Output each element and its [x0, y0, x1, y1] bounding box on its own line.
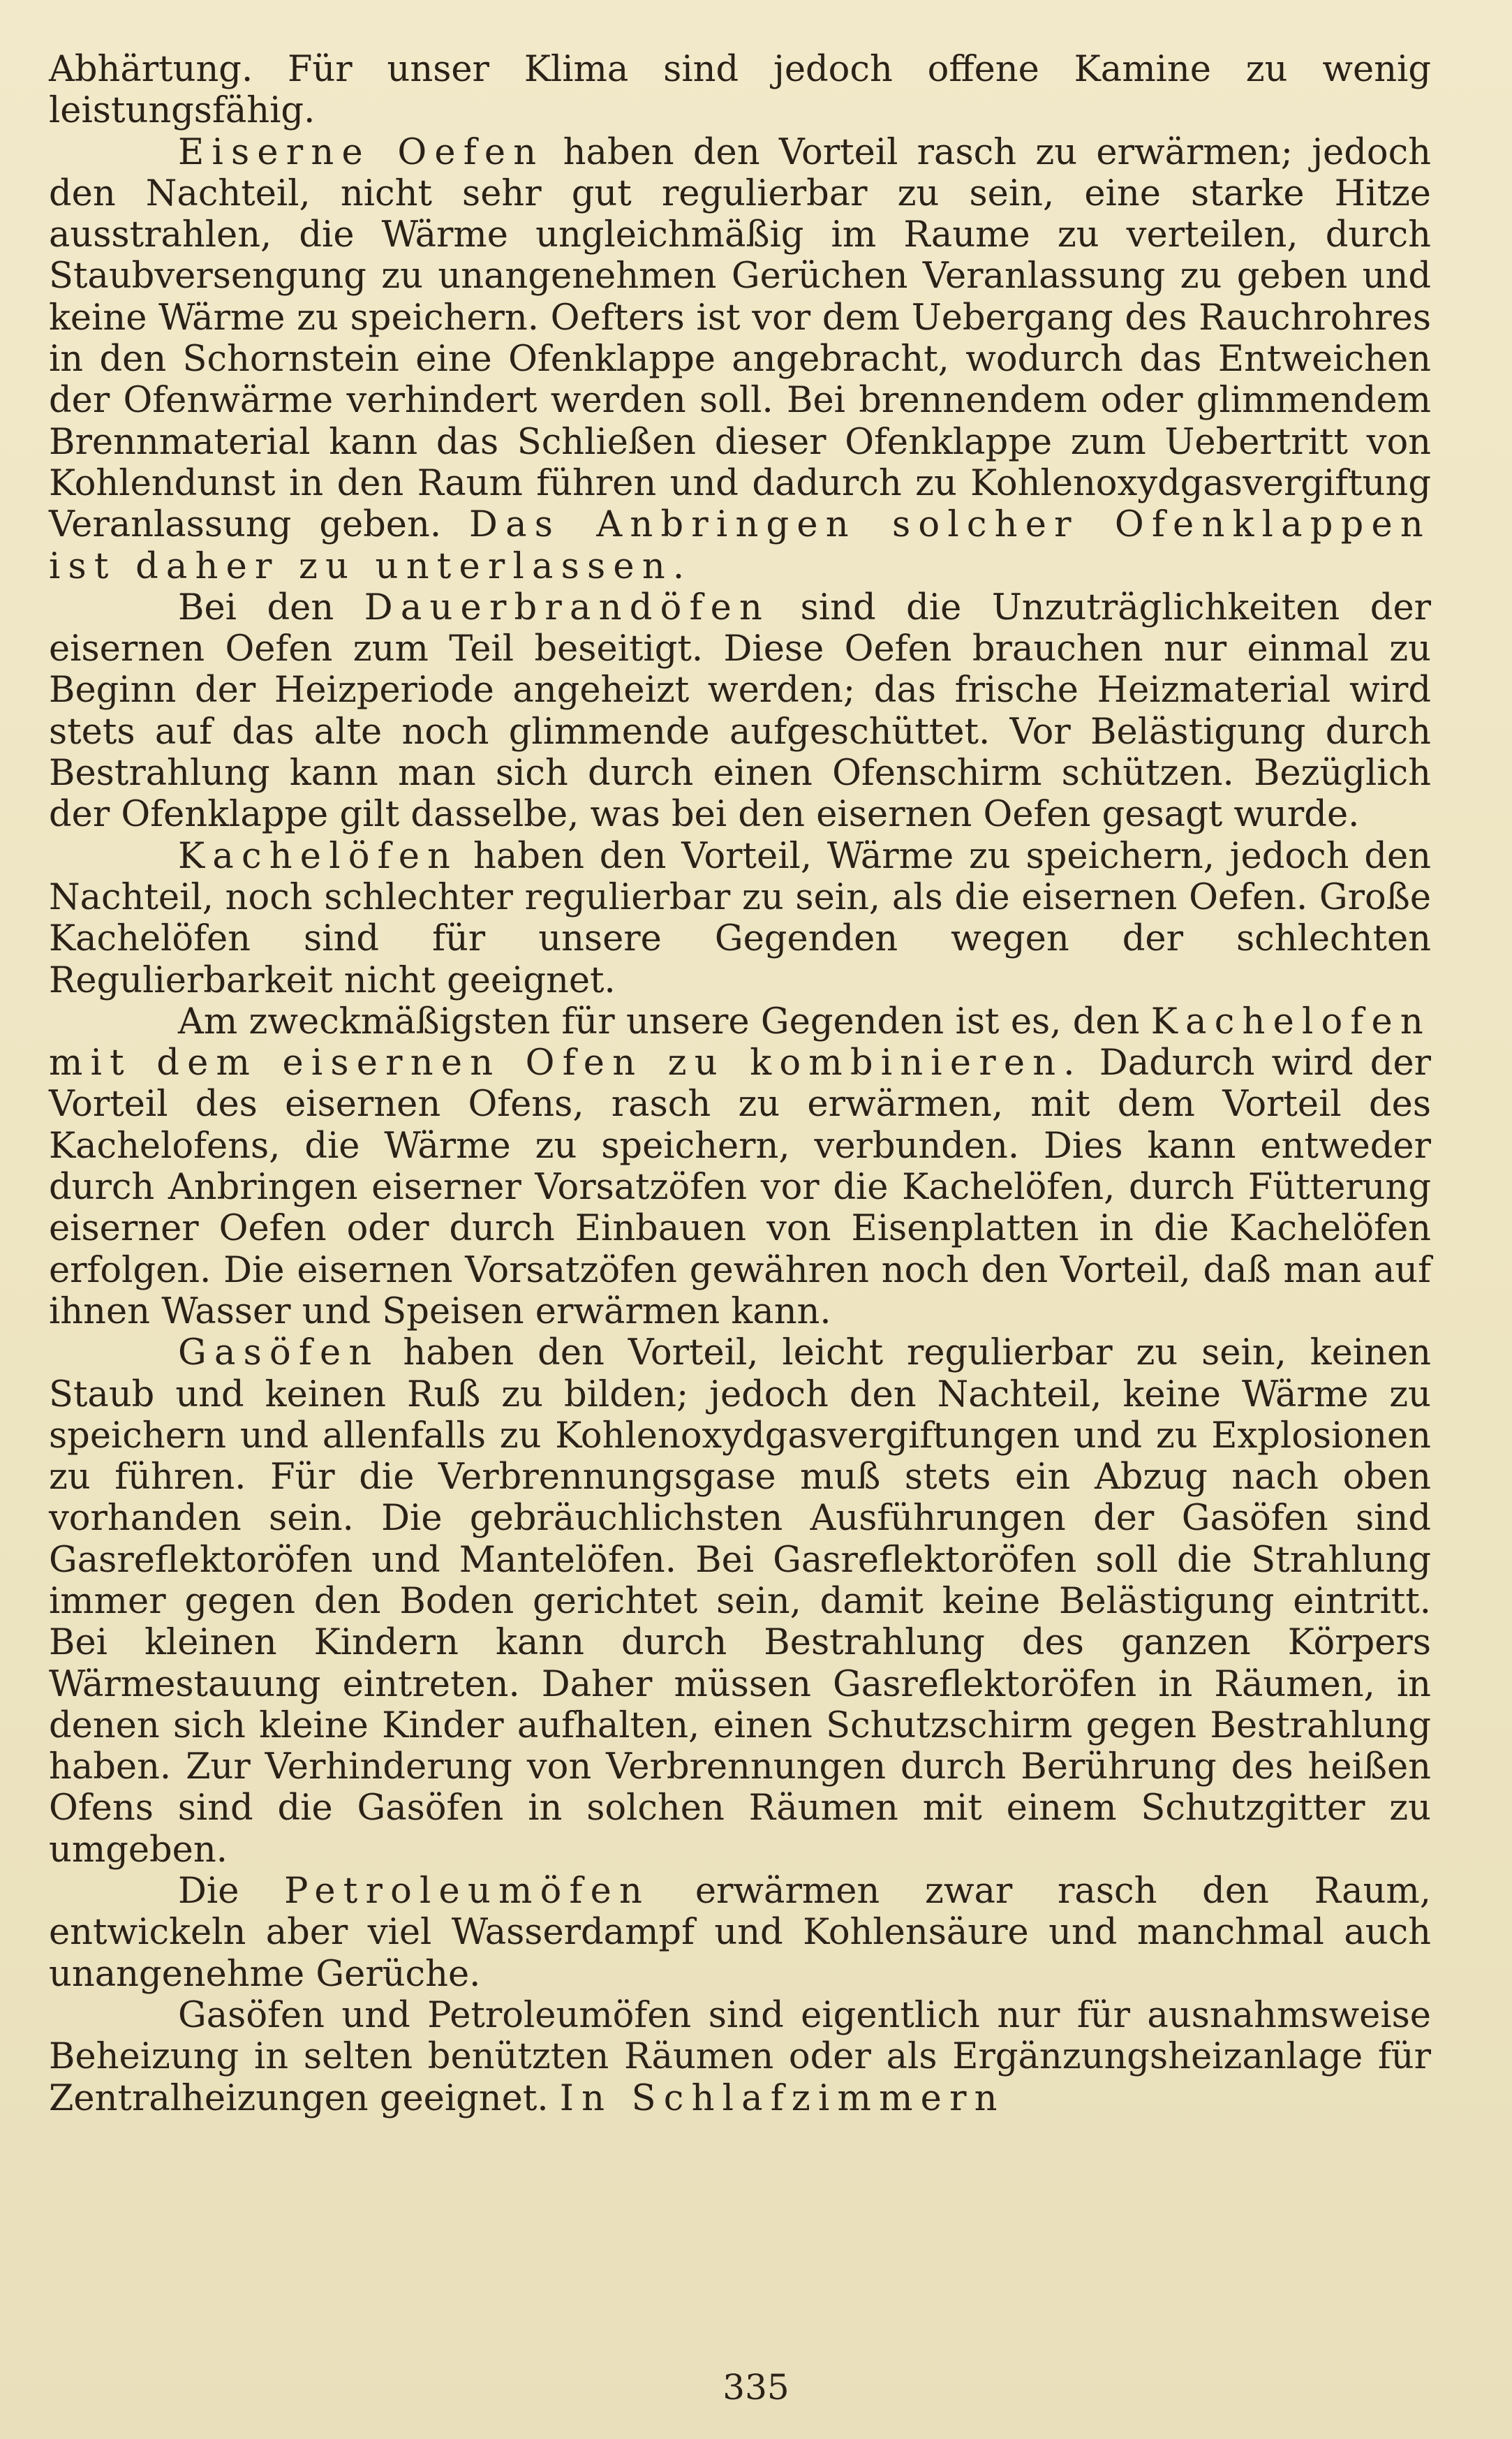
page-number: 335 — [722, 2367, 790, 2408]
text-run: sind die Unzuträglichkeiten der eisernen Oefen zum Teil beseitigt. Diese Oefen brauchen nur einmal zu Beginn der Heizperiode angeheizt werden; das frische Heizmaterial wird stets auf das alte noch glimmende aufgeschüttet. Vor Belästigung durch Bestrahlung kann man sich durch einen Ofenschirm schützen. Bezüglich der Ofenklappe gilt dasselbe, was bei den eisernen Oefen gesagt wurde. — [49, 587, 1432, 836]
text-run: haben den Vorteil, leicht regulierbar zu sein, keinen Staub und keinen Ruß zu bilden; jedoch den Nachteil, keine Wärme zu speichern und allenfalls zu Kohlenoxydgasvergiftungen und zu Explosionen zu führen. Für die Verbrennungsgase muß stets ein Abzug nach oben vorhanden sein. Die gebräuchlichsten Ausführungen der Gasöfen sind Gasreflektoröfen und Mantelöfen. Bei Gasreflektoröfen soll die Strahlung immer gegen den Boden gerichtet sein, damit keine Belästigung eintritt. Bei kleinen Kindern kann durch Bestrahlung des ganzen Körpers Wärmestauung eintreten. Daher müssen Gasreflektoröfen in Räumen, in denen sich kleine Kinder aufhalten, einen Schutzschirm gegen Bestrahlung haben. Zur Verhinderung von Verbrennungen durch Berührung des heißen Ofens sind die Gasöfen in solchen Räumen mit einem Schutzgitter zu umgeben. — [49, 1332, 1431, 1871]
text-run: Abhärtung. Für unser Klima sind jedoch offene Kamine zu wenig leistungsfähig. — [49, 49, 1431, 132]
paragraph — [49, 1332, 1431, 1871]
emphasized-text: Kachelöfen — [178, 835, 459, 877]
text-run: Gasöfen und Petroleumöfen sind eigentlich nur für ausnahmsweise Beheizung in selten benützten Räumen oder als Ergänzungsheizanlage für Zentralheizungen geeignet. — [49, 1994, 1431, 2119]
text-run: haben den Vorteil rasch zu erwärmen; jedoch den Nachteil, nicht sehr gut regulierbar zu sein, eine starke Hitze ausstrahlen, die Wärme ungleichmäßig im Raume zu verteilen, durch Staubversengung zu unangenehmen Gerüchen Veranlassung zu geben und keine Wärme zu speichern. Oefters ist vor dem Uebergang des Rauchrohres in den Schornstein eine Ofenklappe angebracht, wodurch das Entweichen der Ofenwärme verhindert werden soll. Bei brennendem oder glimmendem Brennmaterial kann das Schließen dieser Ofenklappe zum Uebertritt von Kohlendunst in den Raum führen und dadurch zu Kohlenoxydgasvergiftung Veranlassung geben. — [49, 131, 1431, 546]
paragraph — [49, 1995, 1431, 2119]
paragraph — [49, 836, 1431, 1001]
paragraph — [49, 49, 1431, 132]
text-run: haben den Vorteil, Wärme zu speichern, jedoch den Nachteil, noch schlechter regulierbar zu sein, als die eisernen Oefen. Große Kachelöfen sind für unsere Gegenden wegen der schlechten Regulierbarkeit nicht geeignet. — [49, 835, 1431, 1001]
emphasized-text: Gasöfen — [178, 1332, 380, 1374]
emphasized-text: In Schlafzimmern — [559, 2077, 1005, 2119]
text-run: erwärmen zwar rasch den Raum, entwickeln aber viel Wasserdampf und Kohlensäure und manchmal auch unangenehme Gerüche. — [49, 1871, 1431, 1995]
emphasized-text: Eiserne Oefen — [178, 131, 544, 173]
text-run: Am zweckmäßigsten für unsere Gegenden ist es, den — [178, 1001, 1151, 1042]
emphasized-text: Kachelofen mit dem eisernen Ofen zu kombinieren. — [49, 1001, 1431, 1084]
text-run: Dadurch wird der Vorteil des eisernen Ofens, rasch zu erwärmen, mit dem Vorteil des Kachelofens, die Wärme zu speichern, verbunden. Dies kann entweder durch Anbringen eiserner Vorsatzöfen vor die Kachelöfen, durch Fütterung eiserner Oefen oder durch Einbauen von Eisenplatten in die Kachelöfen erfolgen. Die eisernen Vorsatzöfen gewähren noch den Vorteil, daß man auf ihnen Wasser und Speisen erwärmen kann. — [49, 1042, 1431, 1332]
emphasized-text: Petroleumöfen — [284, 1871, 651, 1913]
emphasized-text: Das Anbringen solcher Ofenklappen ist daher zu unterlassen. — [49, 504, 1431, 587]
paragraph — [49, 587, 1431, 836]
text-run: Die — [178, 1871, 285, 1913]
paragraph — [49, 1001, 1431, 1332]
paragraph — [49, 1871, 1431, 1995]
emphasized-text: Dauerbrandöfen — [364, 587, 771, 628]
text-run: Bei den — [178, 587, 364, 628]
paragraph — [49, 132, 1431, 587]
body-text — [49, 49, 1431, 2119]
